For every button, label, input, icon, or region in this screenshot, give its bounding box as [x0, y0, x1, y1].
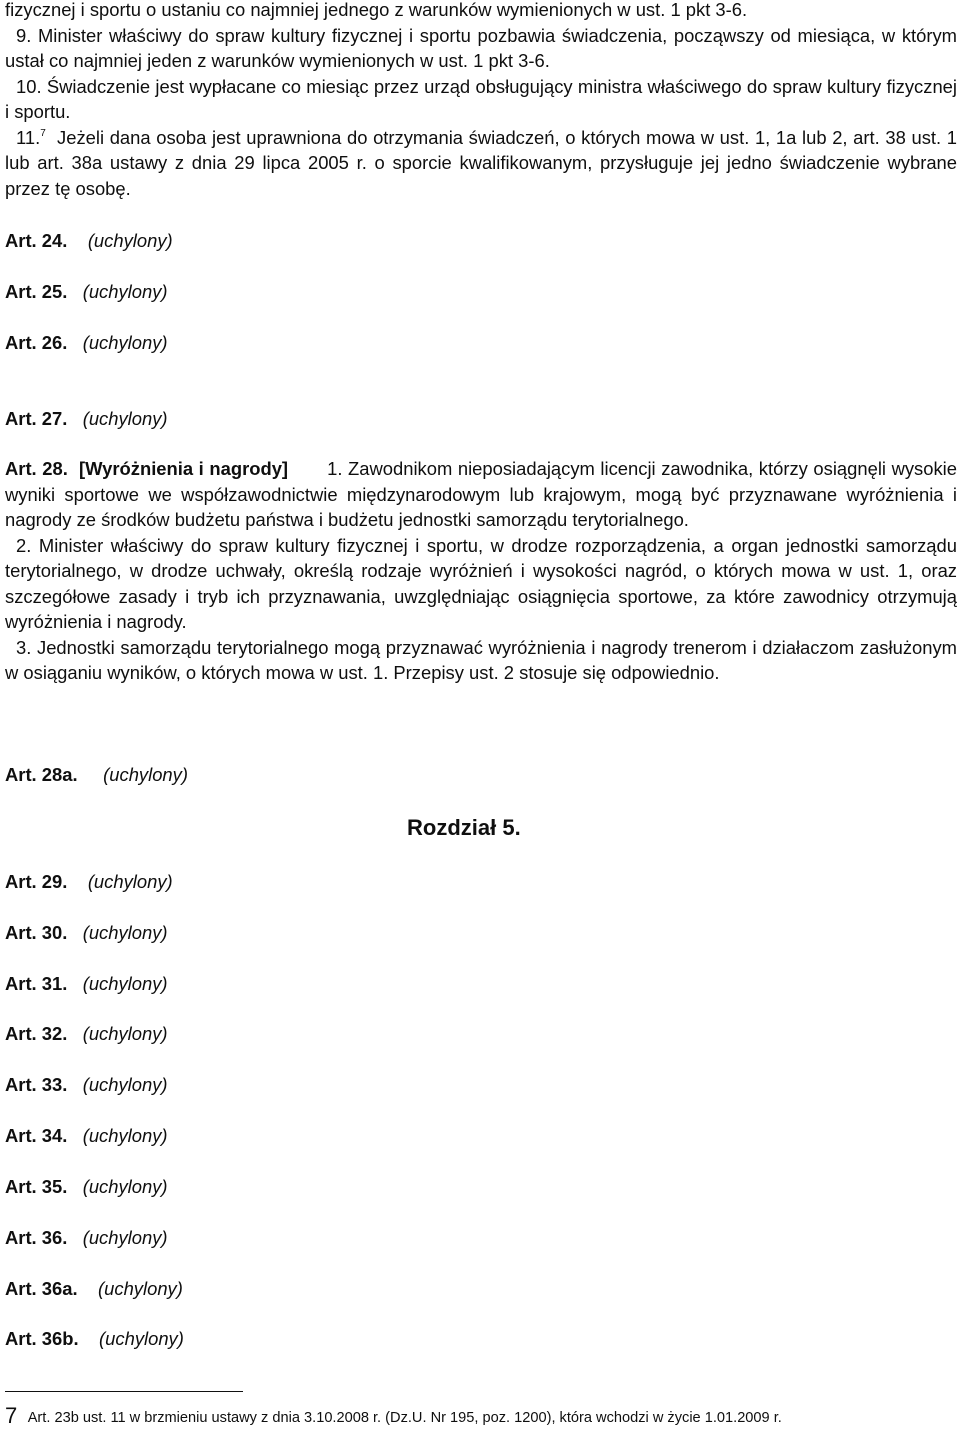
footnote-number: 7: [5, 1403, 18, 1428]
footnote-ref[interactable]: 7: [40, 127, 46, 139]
article-28-paragraph-2: 2. Minister właściwy do spraw kultury fizycznej i sportu, w drodze rozporządzenia, a organ jednostki samorządu terytorialnego, w drodze uchwały, określą rodzaje wyróżnień i wysokości nagród, o których mowa w ust. 1, oraz szczegółowe zasady i tryb ich przyznawania, uwzględniając osiągnięcia sportowe, za które zawodnicy otrzymują wyróżnienia i nagrody.: [5, 534, 957, 632]
article-status: (uchylony): [82, 1023, 168, 1044]
article-status: (uchylony): [87, 230, 173, 251]
article-number: Art. 36a.: [5, 1278, 78, 1299]
paragraph-10: 10. Świadczenie jest wypłacane co miesiąc przez urząd obsługujący ministra właściwego do spraw kultury fizycznej i sportu.: [5, 75, 957, 122]
article-26: [5, 331, 168, 355]
footnote-text: Art. 23b ust. 11 w brzmieniu ustawy z dnia 3.10.2008 r. (Dz.U. Nr 195, poz. 1200), która wchodzi w życie 1.01.2009 r.: [27, 1410, 782, 1426]
paragraph-11: [5, 125, 957, 202]
paragraph-9: 9. Minister właściwy do spraw kultury fizycznej i sportu pozbawia świadczenia, począwszy od miesiąca, w którym ustał co najmniej jeden z warunków wymienionych w ust. 1 pkt 3-6.: [5, 24, 957, 71]
document-page: [5, 0, 957, 1428]
article-number: Art. 32.: [5, 1023, 68, 1044]
article-status: (uchylony): [82, 1125, 168, 1146]
footnote-separator: [5, 1391, 243, 1392]
article-number: Art. 28a.: [5, 764, 78, 785]
article-24: [5, 229, 173, 253]
article-status: (uchylony): [98, 1278, 183, 1299]
article-status: (uchylony): [99, 1328, 184, 1349]
article-status: (uchylony): [82, 922, 168, 943]
article-number: Art. 36b.: [5, 1328, 79, 1349]
article-28-paragraph-1: [5, 456, 957, 533]
article-number: Art. 26.: [5, 332, 68, 353]
article-number: Art. 29.: [5, 871, 68, 892]
article-36: [5, 1226, 168, 1250]
article-27: [5, 407, 168, 431]
article-28-paragraph-3: 3. Jednostki samorządu terytorialnego mogą przyznawać wyróżnienia i nagrody trenerom i działaczom zasłużonym w osiąganiu wyników, o których mowa w ust. 1. Przepisy ust. 2 stosuje się odpowiednio.: [5, 636, 957, 683]
article-title: [Wyróżnienia i nagrody]: [79, 458, 289, 479]
article-number: Art. 35.: [5, 1176, 68, 1197]
paragraph-11-number: 11.: [16, 126, 41, 148]
article-status: (uchylony): [82, 973, 168, 994]
article-29: [5, 870, 173, 894]
article-35: [5, 1175, 168, 1199]
article-28: [5, 456, 957, 686]
article-number: Art. 24.: [5, 230, 68, 251]
article-status: (uchylony): [87, 871, 173, 892]
article-25: [5, 280, 168, 304]
article-number: Art. 31.: [5, 973, 68, 994]
article-status: (uchylony): [82, 332, 168, 353]
paragraph-continuation: fizycznej i sportu o ustaniu co najmniej jednego z warunków wymienionych w ust. 1 pkt 3-6.: [5, 0, 748, 20]
article-number: Art. 30.: [5, 922, 68, 943]
article-36b: [5, 1327, 184, 1351]
article-number: Art. 33.: [5, 1074, 68, 1095]
article-status: (uchylony): [82, 1227, 168, 1248]
footnote: [5, 1403, 957, 1429]
article-28a: [5, 763, 188, 787]
article-number: Art. 28.: [5, 458, 68, 479]
article-number: Art. 27.: [5, 408, 68, 429]
article-34: [5, 1124, 168, 1148]
article-28-text-1: 1. Zawodnikom nieposiadającym licencji zawodnika, którzy osiągnęli wysokie wyniki sportowe we współzawodnictwie międzynarodowym lub krajowym, mogą być przyznawane wyróżnienia i nagrody ze środków budżetu państwa i budżetu jednostki samorządu terytorialnego.: [5, 458, 957, 530]
chapter-heading: Rozdział 5.: [407, 815, 521, 840]
article-status: (uchylony): [103, 764, 188, 785]
article-number: Art. 25.: [5, 281, 68, 302]
article-number: Art. 36.: [5, 1227, 68, 1248]
article-number: Art. 34.: [5, 1125, 68, 1146]
article-status: (uchylony): [82, 281, 168, 302]
article-31: [5, 972, 168, 996]
article-36a: [5, 1277, 183, 1301]
article-status: (uchylony): [82, 1074, 168, 1095]
article-32: [5, 1022, 168, 1046]
article-33: [5, 1073, 168, 1097]
article-status: (uchylony): [82, 408, 168, 429]
article-30: [5, 921, 168, 945]
paragraph-11-text: Jeżeli dana osoba jest uprawniona do otrzymania świadczeń, o których mowa w ust. 1, 1a lub 2, art. 38 ust. 1 lub art. 38a ustawy z dnia 29 lipca 2005 r. o sporcie kwalifikowanym, przysługuje jej jedno świadczenie wybrane przez tę osobę.: [5, 126, 957, 199]
article-status: (uchylony): [82, 1176, 168, 1197]
